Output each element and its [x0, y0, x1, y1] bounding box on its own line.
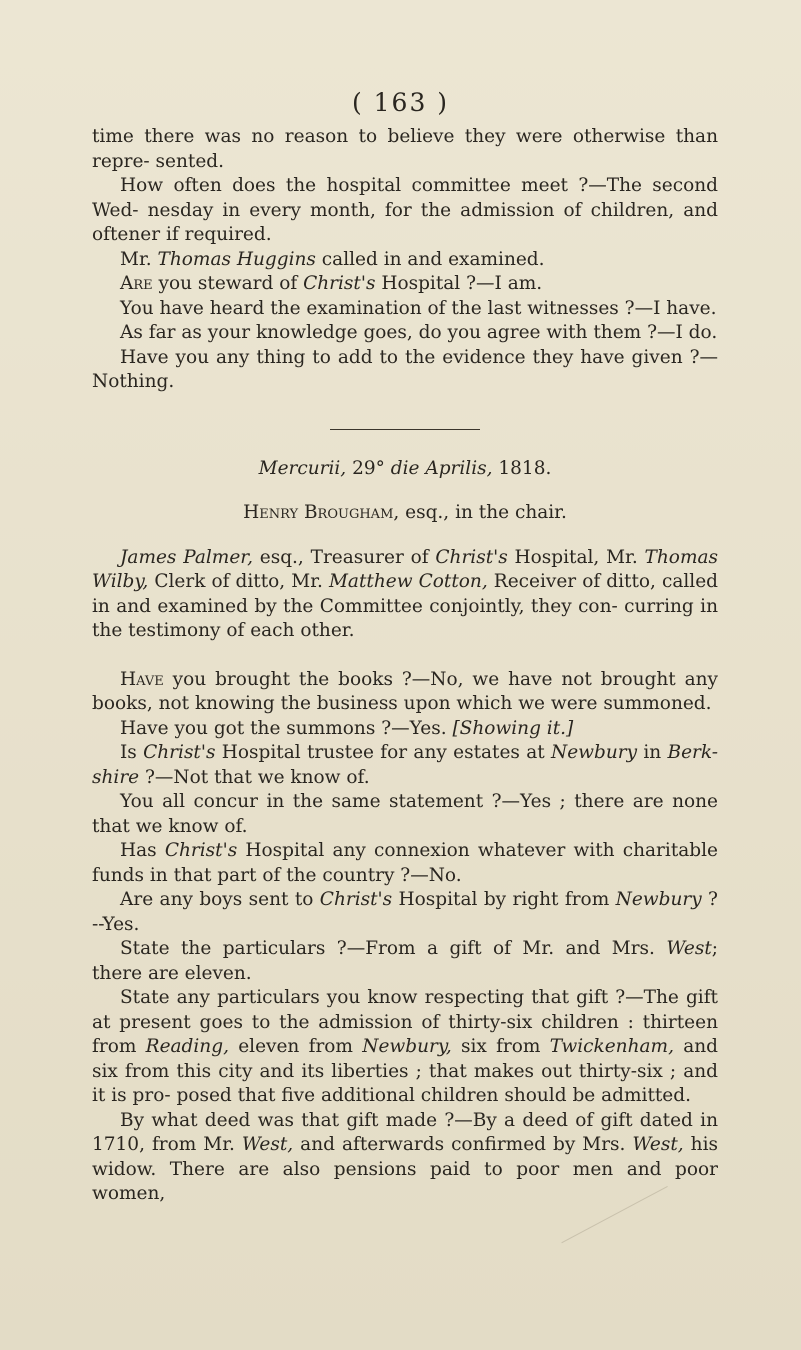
text-fragment: and afterwards confirmed by Mrs. [293, 1134, 633, 1155]
text-fragment: Mr. [120, 248, 158, 270]
text-fragment: Has [120, 840, 165, 861]
text-fragment: eleven from [228, 1036, 363, 1057]
date-year: 1818. [492, 457, 552, 479]
date-day-name: Mercurii, [258, 457, 347, 479]
text-fragment: and six from this city and its liberties ; that makes out thirty-six ; and it is pro- posed that five additional children should be admitted. [92, 1036, 719, 1106]
paragraph-steward-question [92, 272, 718, 297]
text-fragment: Are any boys sent to [120, 889, 320, 910]
paragraph-agree-with-them: As far as your knowledge goes, do you agree with them ?—I do. [120, 322, 718, 343]
paragraph-concur-question: You all concur in the same statement ?—Yes ; there are none that we know of. [92, 791, 718, 837]
text-fragment: esq., Treasurer of [252, 546, 436, 568]
paragraph-particulars-question [92, 937, 718, 986]
place-name: Berk- shire [92, 742, 719, 788]
person-name: West, [632, 1134, 684, 1155]
place-name: Christ's [143, 742, 216, 763]
section-divider [330, 429, 480, 430]
place-name: Newbury, [362, 1036, 452, 1057]
body-text [92, 125, 718, 1207]
paragraph-called-in-huggins [92, 248, 718, 273]
text-fragment: called in and examined. [315, 248, 545, 270]
text-fragment: State any particulars you know respecting that gift ?—The gift at present goes to the admission of thirty-six children : thirteen from [92, 987, 718, 1057]
place-name: Christ's [164, 840, 238, 861]
place-name: Newbury [615, 889, 702, 910]
chair-line [92, 501, 718, 526]
place-name: Twickenham, [549, 1036, 674, 1057]
witness-name: Matthew Cotton, [328, 571, 488, 592]
text-fragment: his widow. There are also pensions paid to poor men and poor women, [92, 1134, 718, 1204]
paragraph-gift-question [92, 986, 718, 1109]
paragraph-anything-to-add: Have you any thing to add to the evidence they have given ?— Nothing. [92, 346, 718, 392]
text-fragment: six from [451, 1036, 550, 1057]
text-fragment: Hospital trustee for any estates at [215, 742, 551, 763]
lead-word: Are [120, 273, 153, 294]
text-fragment: you brought the books ?—No, we have not brought any books, not knowing the business upon which we were summoned. [92, 668, 718, 714]
text-fragment: in [637, 742, 668, 763]
paragraph-trustee-question [92, 741, 718, 790]
text-fragment: ?--Yes. [92, 889, 718, 935]
text-fragment: you steward of [152, 273, 304, 294]
text-fragment: esq., in the chair. [399, 502, 567, 523]
place-name: Christ's [435, 546, 508, 568]
text-fragment: ; there are eleven. [92, 938, 718, 984]
paragraph-books-question [92, 668, 718, 717]
text-fragment: Receiver of ditto, called in and examined by the Committee conjointly, they con- curring in the testimony of each other. [92, 571, 719, 641]
place-name: Reading, [145, 1036, 229, 1057]
text-fragment: Hospital by right from [392, 889, 616, 910]
place-name: Christ's [303, 273, 376, 294]
text-fragment: Have you got the summons ?—Yes. [120, 717, 453, 739]
text-fragment: ?—Not that we know of. [139, 766, 370, 788]
text-fragment: Hospital any connexion whatever with charitable funds in that part of the country ?—No. [92, 840, 718, 886]
text-fragment: By what deed was that gift made ?—By a deed of gift dated in 1710, from Mr. [92, 1109, 718, 1155]
paragraph-summons-question [92, 717, 718, 742]
text-fragment: Is [120, 742, 144, 763]
paragraph-heard-examination: You have heard the examination of the last witnesses ?—I have. [120, 297, 717, 319]
paragraph-boys-question [92, 888, 718, 937]
person-name: West, [241, 1134, 294, 1155]
witness-name: James Palmer, [120, 546, 253, 568]
text-fragment: Hospital, Mr. [507, 546, 645, 568]
session-date [92, 457, 718, 482]
page-number: ( 163 ) [351, 88, 450, 117]
text-fragment: State the particulars ?—From a gift of Mr. and Mrs. [120, 938, 667, 959]
lead-word: Have [120, 668, 164, 690]
paragraph-witnesses [92, 546, 718, 644]
witness-name: Thomas Huggins [157, 248, 316, 270]
date-month: die Aprilis, [384, 457, 493, 479]
text-fragment: Clerk of ditto, Mr. [148, 571, 329, 592]
place-name: Christ's [319, 889, 393, 910]
paragraph-connexion-question [92, 839, 718, 888]
paragraph-committee-meet: How often does the hospital committee meet ?—The second Wed- nesday in every month, for the admission of children, and oftener if required. [92, 175, 718, 245]
date-day-number: 29° [346, 457, 385, 479]
person-name: West [666, 938, 712, 959]
chair-name: Henry Brougham, [243, 502, 400, 523]
paragraph-deed-question [92, 1109, 718, 1207]
editorial-note: [Showing it.] [452, 717, 574, 739]
text-fragment: Hospital ?—I am. [375, 273, 543, 294]
paragraph-continuation: time there was no reason to believe they were otherwise than repre- sented. [92, 126, 718, 172]
place-name: Newbury [551, 742, 638, 763]
witness-name: Thomas Wilby, [92, 546, 719, 592]
